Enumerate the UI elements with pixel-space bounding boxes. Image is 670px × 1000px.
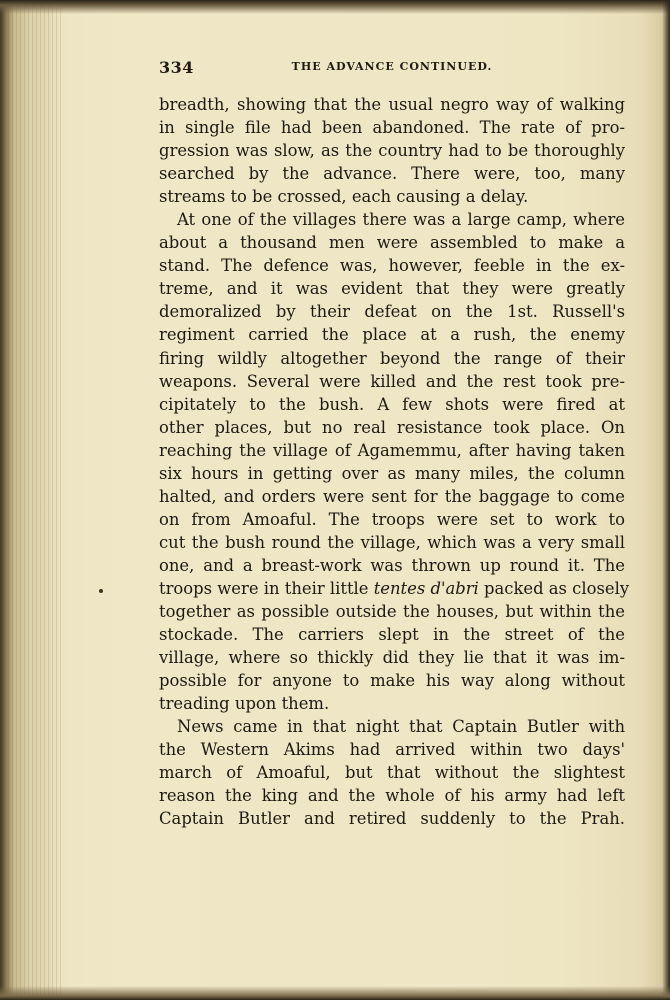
- text-line: regiment carried the place at a rush, the enemy: [159, 325, 625, 345]
- text-line: firing wildly altogether beyond the range of their: [159, 348, 625, 368]
- text-line: reaching the village of Agamemmu, after having taken: [159, 440, 625, 460]
- bottom-shadow: [0, 986, 670, 1000]
- italic-phrase: tentes d'abri: [373, 578, 479, 598]
- text-line: together as possible outside the houses, but within the: [159, 602, 625, 622]
- text-line: other places, but no real resistance took place. On: [159, 417, 625, 437]
- text-line: demoralized by their defeat on the 1st. Russell's: [159, 302, 625, 322]
- running-head: [159, 58, 625, 80]
- text-line: six hours in getting over as many miles, the column: [159, 463, 625, 483]
- running-title: THE ADVANCE CONTINUED.: [291, 60, 493, 73]
- text-line: troops were in their little tentes d'abri packed as closely: [159, 578, 630, 598]
- text-line: News came in that night that Captain Butler with: [177, 717, 625, 737]
- text-line: cipitately to the bush. A few shots were fired at: [159, 394, 625, 414]
- text-line: At one of the villages there was a large camp, where: [177, 210, 625, 230]
- text-line: gression was slow, as the country had to be thoroughly: [159, 141, 625, 161]
- text-line: treading upon them.: [159, 694, 330, 714]
- text-line: about a thousand men were assembled to make a: [159, 233, 625, 253]
- text-line: stand. The defence was, however, feeble in the ex-: [159, 256, 625, 276]
- text-line: weapons. Several were killed and the rest took pre-: [159, 371, 625, 391]
- text-line: halted, and orders were sent for the baggage to come: [159, 486, 625, 506]
- text-line: searched by the advance. There were, too, many: [159, 164, 625, 184]
- text-line: on from Amoaful. The troops were set to work to: [159, 509, 625, 529]
- text-line: streams to be crossed, each causing a delay.: [159, 187, 529, 207]
- right-shadow: [662, 0, 670, 1000]
- text-line: possible for anyone to make his way along without: [159, 671, 625, 691]
- text-line: cut the bush round the village, which was a very small: [159, 532, 625, 552]
- text-line: reason the king and the whole of his army had left: [159, 786, 625, 806]
- text-line: Captain Butler and retired suddenly to the Prah.: [159, 809, 625, 829]
- text-line: march of Amoaful, but that without the slightest: [159, 763, 625, 783]
- text-line: in single file had been abandoned. The rate of pro-: [159, 118, 625, 138]
- page-edges: [0, 0, 62, 1000]
- text-line: breadth, showing that the usual negro way of walking: [159, 95, 625, 114]
- top-shadow: [0, 0, 670, 14]
- page-number: 334: [159, 58, 194, 77]
- text-line: one, and a breast-work was thrown up round it. The: [159, 555, 625, 575]
- text-line: the Western Akims had arrived within two days': [159, 740, 625, 760]
- body-text: [159, 93, 630, 831]
- margin-mark: [99, 589, 103, 593]
- text-line: village, where so thickly did they lie that it was im-: [159, 648, 625, 668]
- text-line: stockade. The carriers slept in the street of the: [159, 625, 625, 645]
- text-line: treme, and it was evident that they were greatly: [159, 279, 625, 299]
